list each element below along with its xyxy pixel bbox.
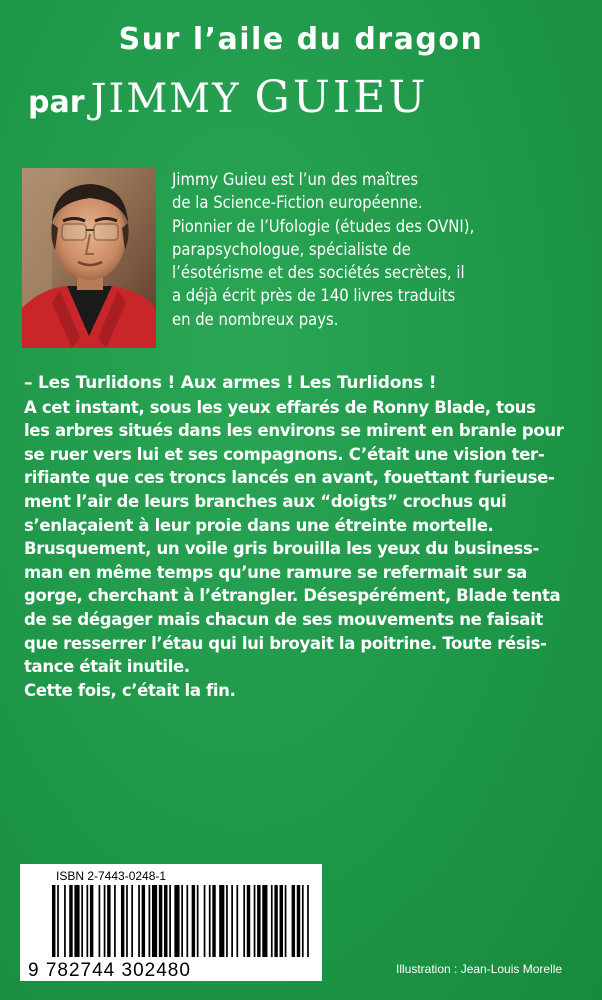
barcode-bar [257,885,260,957]
bio-line: parapsychologue, spécialiste de [172,239,411,259]
story-line: man en même temps qu’une ramure se refermait sur sa [24,562,527,582]
barcode-bar [231,885,233,957]
barcode-bar [292,885,295,957]
author-photo [22,168,156,348]
barcode-icon [52,885,314,965]
story-line: ment l’air de leurs branches aux “doigts” crochus qui [24,491,507,511]
bio-line: de la Science-Fiction européenne. [172,193,423,213]
story-line: s’enlaçaient à leur proie dans une étreinte mortelle. [24,515,494,535]
barcode-bar [302,885,304,957]
barcode-bar [64,885,66,957]
story-line: se ruer vers lui et ses compagnons. C’était une vision ter- [24,444,545,464]
barcode-bar [107,885,110,957]
author-byline [28,72,568,132]
barcode-bar [181,885,183,957]
barcode-bar [57,885,59,957]
byline-par: par [28,85,85,120]
barcode-bar [138,885,140,957]
barcode-bar [121,885,124,957]
barcode-digits: 9 782744 302480 [28,960,191,981]
barcode-bar [274,885,277,957]
barcode-bar [192,885,195,957]
barcode-bar [236,885,238,957]
barcode-bar [226,885,228,957]
barcode-bar [285,885,287,957]
barcode-bar [126,885,128,957]
bio-line: Pionnier de l’Ufologie (études des OVNI), [172,216,475,236]
barcode-bar [247,885,250,957]
author-biography [172,168,592,331]
barcode-bar [86,885,88,957]
book-title: Sur l’aile du dragon [118,22,484,57]
story-line: de se dégager mais chacun de ses mouvements ne faisait [24,609,543,629]
barcode-bar [174,885,179,957]
barcode-bar [142,885,145,957]
barcode-bar [164,885,167,957]
barcode-bar [69,885,72,957]
barcode-bar [219,885,224,957]
story-line: que resserrer l’étau qui lui broyait la poitrine. Toute résis- [24,633,547,653]
author-first-name: JIMMY [90,76,241,122]
barcode-bar [99,885,101,957]
story-line: Brusquement, un voile gris brouilla les yeux du business- [24,539,539,559]
barcode-bar [307,885,309,957]
illustration-credit: Illustration : Jean-Louis Morelle [396,962,563,976]
barcode-bar [52,885,55,957]
barcode-bar [114,885,116,957]
bio-line: en de nombreux pays. [172,309,339,329]
story-line: gorge, cherchant à l’étrangler. Désespérément, Blade tenta [24,586,561,606]
barcode-bar [243,885,245,957]
barcode-bar [209,885,211,957]
bio-line: a déjà écrit près de 140 livres traduits [172,286,456,306]
barcode-bar [197,885,199,957]
story-line: tance était inutile. [24,657,190,677]
barcode-bar [204,885,206,957]
barcode-bar [159,885,162,957]
barcode-bar [254,885,256,957]
barcode-bar [152,885,157,957]
story-line: rifiante que ces troncs lancés en avant, fouettant furieuse- [24,468,555,488]
story-line: les arbres situés dans les environs se mirent en branle pour [24,421,564,441]
barcode-bar [262,885,267,957]
barcode-bar [280,885,283,957]
barcode-bar [169,885,171,957]
barcode-bar [212,885,215,957]
barcode-bar [104,885,106,957]
story-line: Cette fois, c’était la fin. [24,680,236,700]
barcode-bar [149,885,151,957]
barcode-bar [186,885,188,957]
story-excerpt [24,372,584,702]
isbn-label: ISBN 2-7443-0248-1 [56,869,167,883]
author-last-name: GUIEU [254,72,429,123]
barcode-bar [297,885,300,957]
story-line: A cet instant, sous les yeux effarés de Ronny Blade, tous [24,397,536,417]
barcode-bar [74,885,79,957]
barcode-bar [271,885,273,957]
barcode-bar [90,885,93,957]
story-line: – Les Turlidons ! Aux armes ! Les Turlidons ! [24,373,437,393]
bio-line: Jimmy Guieu est l’un des maîtres [172,170,419,189]
bio-line: l’ésotérisme et des sociétés secrètes, il [172,263,465,283]
barcode-bar [131,885,133,957]
barcode-bar [81,885,83,957]
author-portrait-image [22,168,156,348]
